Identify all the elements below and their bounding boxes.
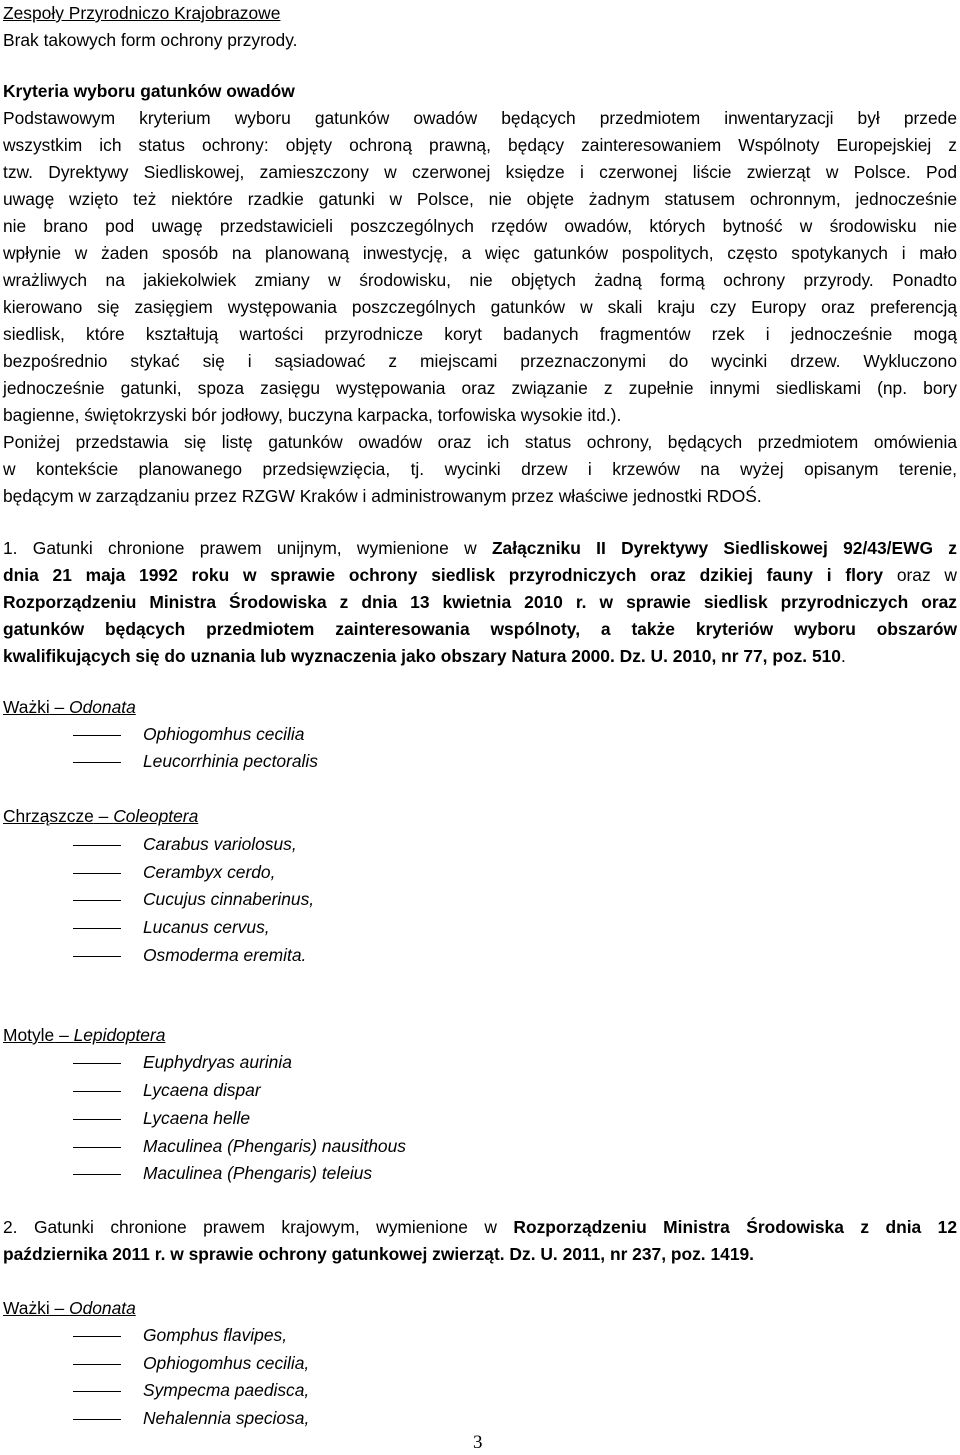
list-dash — [73, 928, 121, 929]
list-dash — [73, 1364, 121, 1365]
page-number: 3 — [473, 1432, 483, 1453]
species-item: Leucorrhinia pectoralis — [143, 751, 318, 771]
group-separator: – — [93, 806, 114, 826]
list-dash — [73, 845, 121, 846]
criteria-line: tzw. Dyrektywy Siedliskowej, zamieszczony w czerwonej księdze i czerwonej liście zwierząt w Polsce. Pod — [3, 162, 957, 182]
section-title-landscape-complexes: Zespoły Przyrodniczo Krajobrazowe — [3, 3, 281, 23]
group-common-name: Chrząszcze — [3, 806, 94, 826]
list-dash — [73, 762, 121, 763]
criteria-line: Podstawowym kryterium wyboru gatunków owadów będących przedmiotem inwentaryzacji był przede — [3, 108, 957, 128]
list-dash — [73, 873, 121, 874]
species-item: Sympecma paedisca, — [143, 1380, 310, 1400]
section1-intro-text: 1. Gatunki chronione prawem unijnym, wymienione w — [3, 538, 492, 558]
section2-line-1 — [3, 1214, 957, 1241]
section1-line-2 — [3, 562, 957, 589]
criteria-line: wrażliwych na jakiekolwiek zmiany w środowisku, nie objętych żadną formą ochrony przyrody. Ponadto — [3, 270, 957, 290]
list-dash — [73, 1391, 121, 1392]
species-item: Ophiogomhus cecilia — [143, 724, 305, 744]
list-dash — [73, 1147, 121, 1148]
group-latin-name: Coleoptera — [113, 806, 199, 826]
section1-end-period: . — [840, 646, 846, 666]
species-item: Euphydryas aurinia — [143, 1052, 292, 1072]
list-dash — [73, 1174, 121, 1175]
section2-intro-text: 2. Gatunki chronione prawem krajowym, wymienione w — [3, 1217, 514, 1237]
group-common-name: Ważki — [3, 697, 50, 717]
species-item: Lycaena dispar — [143, 1080, 261, 1100]
criteria-line: w kontekście planowanego przedsięwzięcia, tj. wycinki drzew i krzewów na wyżej opisanym terenie, — [3, 459, 957, 479]
section1-directive-ref: Załączniku II Dyrektywy Siedliskowej 92/43/EWG z — [491, 538, 958, 558]
group-heading-coleoptera — [3, 803, 198, 830]
no-forms-text: Brak takowych form ochrony przyrody. — [3, 30, 298, 50]
list-dash — [73, 1091, 121, 1092]
criteria-line: bagienne, świętokrzyski bór jodłowy, buczyna karpacka, torfowiska wysokie itd.). — [3, 405, 622, 425]
species-item: Nehalennia speciosa, — [143, 1408, 310, 1428]
species-item: Osmoderma eremita. — [143, 945, 307, 965]
list-dash — [73, 900, 121, 901]
group-common-name: Ważki — [3, 1298, 50, 1318]
group-heading-odonata — [3, 694, 136, 721]
group-separator: – — [49, 1298, 70, 1318]
list-dash — [73, 956, 121, 957]
criteria-line: kierowano się zasięgiem występowania poszczególnych gatunków w skali kraju czy Europy oraz preferencją — [3, 297, 957, 317]
section1-line-1 — [3, 535, 957, 562]
species-item: Cerambyx cerdo, — [143, 862, 276, 882]
section1-conjunction: oraz w — [883, 565, 957, 585]
species-item: Gomphus flavipes, — [143, 1325, 288, 1345]
criteria-line: wpłynie w żaden sposób na planowaną inwestycję, a więc gatunków pospolitych, często spotykanych i mało — [3, 243, 957, 263]
group-latin-name: Lepidoptera — [73, 1025, 166, 1045]
species-item: Lucanus cervus, — [143, 917, 270, 937]
group-latin-name: Odonata — [69, 697, 136, 717]
group-latin-name: Odonata — [69, 1298, 136, 1318]
group-common-name: Motyle — [3, 1025, 55, 1045]
section1-journal-ref: kwalifikujących się do uznania lub wyznaczenia jako obszary Natura 2000. Dz. U. 2010, nr 77, poz. 510 — [3, 646, 841, 666]
species-item: Maculinea (Phengaris) nausithous — [143, 1136, 406, 1156]
species-item: Lycaena helle — [143, 1108, 251, 1128]
list-dash — [73, 1063, 121, 1064]
criteria-line: nie brano pod uwagę przedstawicieli poszczególnych rzędów owadów, których bytność w środowisku nie — [3, 216, 957, 236]
criteria-line: wszystkim ich status ochrony: objęty ochroną prawną, będący zainteresowaniem Wspólnoty Europejskiej z — [3, 135, 957, 155]
species-item: Maculinea (Phengaris) teleius — [143, 1163, 373, 1183]
section2-line-2: października 2011 r. w sprawie ochrony gatunkowej zwierząt. Dz. U. 2011, nr 237, poz. 1419. — [3, 1244, 754, 1264]
list-dash — [73, 1419, 121, 1420]
section2-regulation-ref: Rozporządzeniu Ministra Środowiska z dnia 12 — [513, 1217, 957, 1237]
species-item: Cucujus cinnaberinus, — [143, 889, 315, 909]
criteria-line: siedlisk, które kształtują wartości przyrodnicze koryt badanych fragmentów rzek i jednocześnie mogą — [3, 324, 957, 344]
list-dash — [73, 1336, 121, 1337]
criteria-heading: Kryteria wyboru gatunków owadów — [3, 81, 295, 101]
section1-directive-date: dnia 21 maja 1992 roku w sprawie ochrony siedlisk przyrodniczych oraz dzikiej fauny i flory — [3, 565, 884, 585]
group-heading-odonata-national — [3, 1295, 136, 1322]
criteria-line: Poniżej przedstawia się listę gatunków owadów oraz ich status ochrony, będących przedmiotem omówienia — [3, 432, 957, 452]
list-dash — [73, 1119, 121, 1120]
section1-regulation-ref: Rozporządzeniu Ministra Środowiska z dnia 13 kwietnia 2010 r. — [3, 592, 587, 612]
section1-regulation-subject: w sprawie siedlisk przyrodniczych oraz — [586, 592, 958, 612]
criteria-line: uwagę wzięto też niektóre rzadkie gatunki w Polsce, nie objęte żadnym statusem ochronnym, jednocześnie — [3, 189, 957, 209]
group-separator: – — [54, 1025, 74, 1045]
species-item: Carabus variolosus, — [143, 834, 297, 854]
group-separator: – — [49, 697, 70, 717]
criteria-line: będącym w zarządzaniu przez RZGW Kraków i administrowanym przez właściwe jednostki RDOŚ. — [3, 486, 762, 506]
section1-line-3 — [3, 589, 957, 616]
species-item: Ophiogomhus cecilia, — [143, 1353, 310, 1373]
section1-line-5 — [3, 643, 846, 670]
list-dash — [73, 735, 121, 736]
section1-line-4: gatunków będących przedmiotem zainteresowania wspólnoty, a także kryteriów wyboru obszarów — [3, 619, 957, 639]
group-heading-lepidoptera — [3, 1022, 165, 1049]
criteria-line: bezpośrednio stykać się i sąsiadować z miejscami przeznaczonymi do wycinki drzew. Wykluczono — [3, 351, 957, 371]
criteria-line: jednocześnie gatunki, spoza zasięgu występowania oraz związanie z zupełnie innymi siedliskami (np. bory — [3, 378, 957, 398]
